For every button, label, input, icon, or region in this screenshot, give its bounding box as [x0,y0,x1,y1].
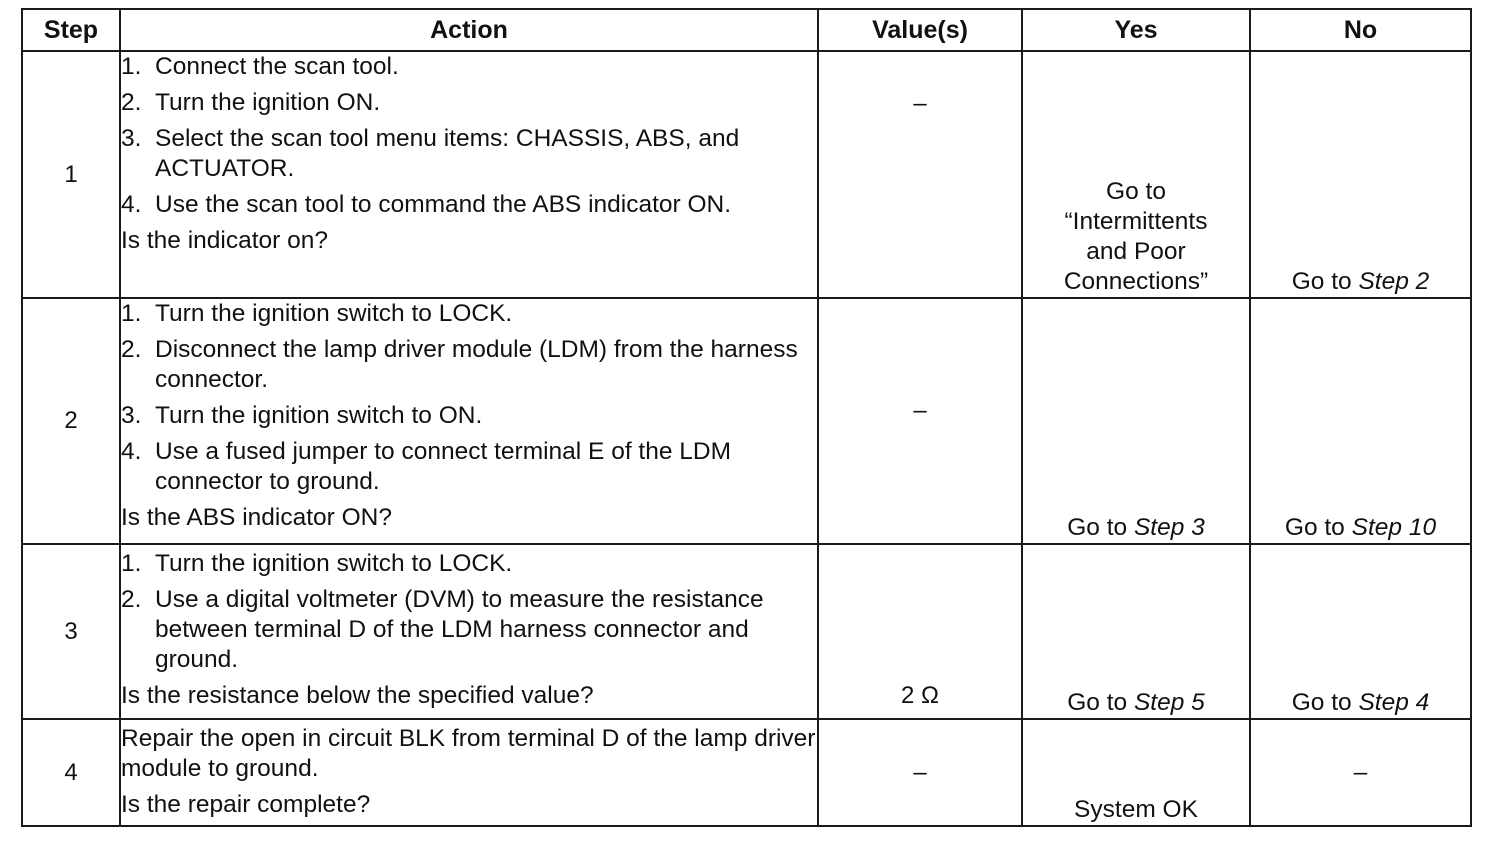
question-text: Is the resistance below the specified value? [121,682,594,709]
item-number: 1. [121,53,142,80]
item-text: Turn the ignition ON. [155,89,381,116]
list-item [121,585,817,675]
no-prefix: Go to [1284,514,1352,541]
header-values: Value(s) [818,9,1022,51]
no-step-link: Step 10 [1351,514,1437,541]
value-cell [818,719,1022,826]
item-text: Use a fused jumper to connect terminal E of the LDM connector to ground. [155,438,732,495]
item-number: 1. [121,550,142,577]
question-text: Is the indicator on? [121,227,329,254]
header-action: Action [120,9,818,51]
yes-cell [1022,51,1250,298]
no-cell [1250,298,1471,544]
item-number: 3. [121,125,142,152]
item-number: 4. [121,191,142,218]
action-list [121,549,817,675]
item-text: Turn the ignition switch to ON. [155,402,483,429]
item-text: Turn the ignition switch to LOCK. [155,300,513,327]
question-text: Is the ABS indicator ON? [121,504,392,531]
step-number: 1 [22,51,120,298]
item-text: Turn the ignition switch to LOCK. [155,550,513,577]
yes-cell [1022,719,1250,826]
step-number: 4 [22,719,120,826]
list-item [121,52,817,82]
yes-line: Connections” [1063,268,1209,295]
yes-prefix: Go to [1067,514,1134,541]
value-text: – [913,90,927,117]
action-list [121,299,817,497]
no-prefix: Go to [1291,268,1359,295]
item-text: Use a digital voltmeter (DVM) to measure the resistance between terminal D of the LDM harness connector and ground. [155,586,764,673]
value-text: 2 Ω [901,682,939,709]
header-yes: Yes [1022,9,1250,51]
question-text: Is the repair complete? [121,791,371,818]
no-step-link: Step 2 [1358,268,1430,295]
item-text: Connect the scan tool. [155,53,399,80]
list-item [121,88,817,118]
repair-paragraph: Repair the open in circuit BLK from terminal D of the lamp driver module to ground. [121,725,816,782]
no-prefix: Go to [1291,689,1359,716]
item-text: Select the scan tool menu items: CHASSIS, ABS, and ACTUATOR. [155,125,740,182]
item-number: 1. [121,300,142,327]
item-number: 2. [121,586,142,613]
no-cell [1250,544,1471,719]
yes-line: and Poor [1086,238,1186,265]
table-row [22,719,1471,826]
value-cell [818,51,1022,298]
yes-cell [1022,544,1250,719]
list-item [121,401,817,431]
item-number: 2. [121,89,142,116]
list-item [121,335,817,395]
list-item [121,299,817,329]
no-step-link: Step 4 [1358,689,1430,716]
action-cell [120,298,818,544]
yes-step-link: Step 5 [1133,689,1205,716]
yes-line: Go to [1106,178,1166,205]
item-text: Disconnect the lamp driver module (LDM) from the harness connector. [155,336,798,393]
header-row [22,9,1471,51]
action-list [121,52,817,220]
list-item [121,549,817,579]
yes-text: System OK [1074,796,1198,823]
yes-prefix: Go to [1067,689,1134,716]
item-number: 3. [121,402,142,429]
value-text: – [913,758,927,786]
list-item [121,190,817,220]
yes-step-link: Step 3 [1133,514,1205,541]
no-cell [1250,51,1471,298]
item-number: 2. [121,336,142,363]
step-number: 3 [22,544,120,719]
no-cell [1250,719,1471,826]
table-row [22,51,1471,298]
value-text: – [913,397,927,424]
value-cell [818,298,1022,544]
yes-cell [1022,298,1250,544]
list-item [121,124,817,184]
action-cell [120,51,818,298]
list-item [121,437,817,497]
action-cell [120,544,818,719]
step-number: 2 [22,298,120,544]
yes-line: “Intermittents [1064,208,1208,235]
header-step: Step [22,9,120,51]
item-text: Use the scan tool to command the ABS indicator ON. [155,191,732,218]
no-text: – [1353,758,1368,786]
item-number: 4. [121,438,142,465]
action-cell [120,719,818,826]
table-row [22,544,1471,719]
header-no: No [1250,9,1471,51]
table-row [22,298,1471,544]
diagnostic-table [21,8,1472,827]
value-cell [818,544,1022,719]
